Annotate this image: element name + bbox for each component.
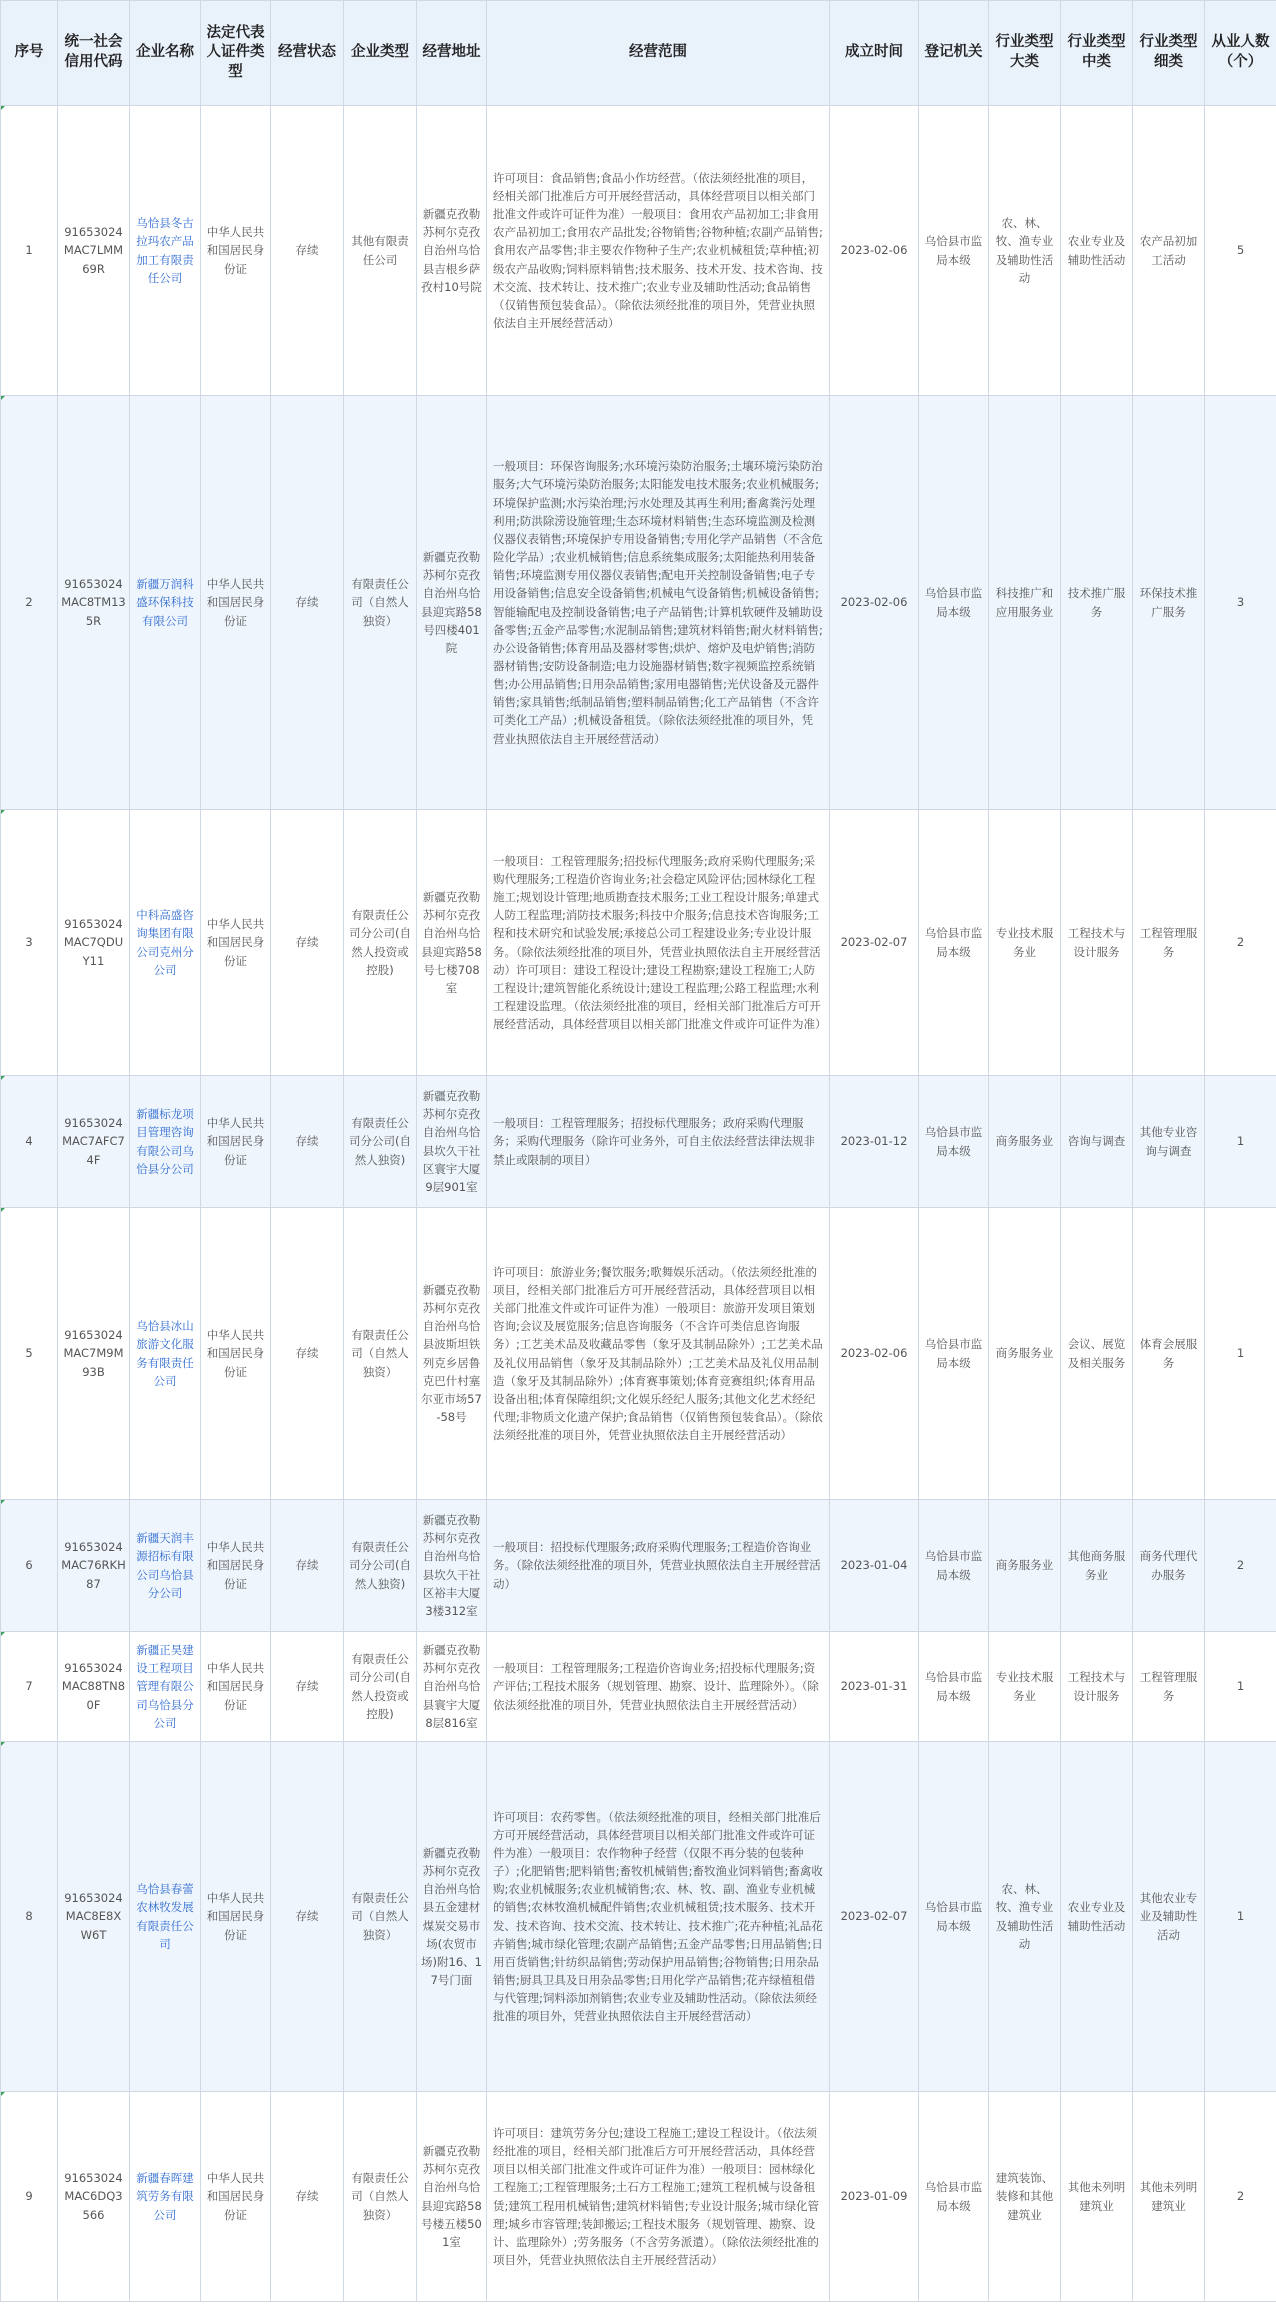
cell-employees: 2	[1205, 1500, 1276, 1632]
cell-status: 存续	[271, 1208, 344, 1500]
cell-established: 2023-02-06	[830, 1208, 919, 1500]
cell-employees: 1	[1205, 1742, 1276, 2092]
cell-employees: 2	[1205, 2092, 1276, 2302]
cell-address: 新疆克孜勒苏柯尔克孜自治州乌恰县五金建材煤炭交易市场(农贸市场)附16、17号门面	[417, 1742, 487, 2092]
cell-credit-code: 91653024MAC8TM135R	[58, 396, 130, 810]
cell-company	[130, 1632, 201, 1742]
cell-industry-minor: 其他农业专业及辅助性活动	[1133, 1742, 1205, 2092]
cell-seq: 4	[1, 1076, 58, 1208]
cell-industry-mid: 工程技术与设计服务	[1061, 810, 1133, 1076]
header-employees[interactable]: 从业人数（个）	[1205, 1, 1276, 106]
header-row	[1, 1, 1276, 106]
cell-industry-major: 专业技术服务业	[989, 1632, 1061, 1742]
cell-industry-mid: 农业专业及辅助性活动	[1061, 106, 1133, 396]
cell-status: 存续	[271, 1632, 344, 1742]
cell-authority: 乌恰县市监局本级	[919, 1076, 989, 1208]
cell-address: 新疆克孜勒苏柯尔克孜自治州乌恰县吉根乡萨孜村10号院	[417, 106, 487, 396]
cell-seq: 6	[1, 1500, 58, 1632]
company-name-link[interactable]: 中科高盛咨询集团有限公司克州分公司	[136, 908, 194, 977]
cell-industry-major: 建筑装饰、装修和其他建筑业	[989, 2092, 1061, 2302]
cell-scope: 一般项目：工程管理服务;招投标代理服务;政府采购代理服务;采购代理服务;工程造价咨询业务;社会稳定风险评估;园林绿化工程施工;规划设计管理;地质勘查技术服务;工业工程设计服务;单建式人防工程监理;消防技术服务;科技中介服务;信息技术咨询服务;工程和技术研究和试验发展;承接总公司工程建设业务;专业设计服务。（除依法须经批准的项目外，凭营业执照依法自主开展经营活动）许可项目：建设工程设计;建设工程勘察;建设工程施工;人防工程设计;建筑智能化系统设计;建设工程监理;公路工程监理;水利工程建设监理。（依法须经批准的项目，经相关部门批准后方可开展经营活动，具体经营项目以相关部门批准文件或许可证件为准）	[487, 810, 830, 1076]
cell-industry-minor: 环保技术推广服务	[1133, 396, 1205, 810]
cell-legal-rep-id-type: 中华人民共和国居民身份证	[201, 1742, 271, 2092]
cell-industry-minor: 其他未列明建筑业	[1133, 2092, 1205, 2302]
cell-employees: 1	[1205, 1208, 1276, 1500]
cell-credit-code: 91653024MAC6DQ3566	[58, 2092, 130, 2302]
cell-employees: 3	[1205, 396, 1276, 810]
cell-industry-mid: 会议、展览及相关服务	[1061, 1208, 1133, 1500]
cell-seq: 3	[1, 810, 58, 1076]
company-name-link[interactable]: 乌恰县春蕾农林牧发展有限责任公司	[136, 1882, 194, 1951]
cell-seq: 7	[1, 1632, 58, 1742]
cell-scope: 一般项目：工程管理服务;工程造价咨询业务;招投标代理服务;资产评估;工程技术服务（规划管理、勘察、设计、监理除外）。（除依法须经批准的项目外，凭营业执照依法自主开展经营活动）	[487, 1632, 830, 1742]
cell-company	[130, 396, 201, 810]
cell-authority: 乌恰县市监局本级	[919, 1742, 989, 2092]
header-industry-mid[interactable]: 行业类型中类	[1061, 1, 1133, 106]
cell-legal-rep-id-type: 中华人民共和国居民身份证	[201, 2092, 271, 2302]
cell-authority: 乌恰县市监局本级	[919, 810, 989, 1076]
cell-credit-code: 91653024MAC88TN80F	[58, 1632, 130, 1742]
cell-type: 有限责任公司（自然人独资）	[344, 2092, 417, 2302]
cell-address: 新疆克孜勒苏柯尔克孜自治州乌恰县波斯坦铁列克乡居鲁克巴什村塞尔亚市场57-58号	[417, 1208, 487, 1500]
cell-type: 有限责任公司（自然人独资）	[344, 396, 417, 810]
table-row	[1, 1076, 1276, 1208]
header-seq[interactable]: 序号	[1, 1, 58, 106]
cell-type: 有限责任公司（自然人独资）	[344, 1208, 417, 1500]
cell-type: 有限责任公司分公司(自然人投资或控股)	[344, 810, 417, 1076]
cell-industry-major: 科技推广和应用服务业	[989, 396, 1061, 810]
company-name-link[interactable]: 乌恰县冰山旅游文化服务有限责任公司	[136, 1319, 194, 1388]
table-row	[1, 2092, 1276, 2302]
cell-industry-major: 农、林、牧、渔专业及辅助性活动	[989, 1742, 1061, 2092]
cell-industry-minor: 其他专业咨询与调查	[1133, 1076, 1205, 1208]
header-scope[interactable]: 经营范围	[487, 1, 830, 106]
cell-established: 2023-01-12	[830, 1076, 919, 1208]
cell-industry-major: 商务服务业	[989, 1076, 1061, 1208]
cell-legal-rep-id-type: 中华人民共和国居民身份证	[201, 810, 271, 1076]
company-name-link[interactable]: 新疆标龙项目管理咨询有限公司乌恰县分公司	[136, 1107, 194, 1176]
cell-address: 新疆克孜勒苏柯尔克孜自治州乌恰县迎宾路58号七楼708室	[417, 810, 487, 1076]
cell-established: 2023-02-06	[830, 106, 919, 396]
cell-credit-code: 91653024MAC7LMM69R	[58, 106, 130, 396]
cell-industry-major: 商务服务业	[989, 1500, 1061, 1632]
cell-scope: 一般项目：环保咨询服务;水环境污染防治服务;土壤环境污染防治服务;大气环境污染防治服务;太阳能发电技术服务;农业机械服务;环境保护监测;水污染治理;污水处理及其再生利用;畜禽粪污处理利用;防洪除涝设施管理;生态环境材料销售;生态环境监测及检测仪器仪表销售;环境保护专用设备销售;专用化学产品销售（不含危险化学品）;农业机械销售;信息系统集成服务;太阳能热利用装备销售;环境监测专用仪器仪表销售;配电开关控制设备销售;电子专用设备销售;信息安全设备销售;机械电气设备销售;机械设备销售;智能输配电及控制设备销售;电子产品销售;计算机软硬件及辅助设备零售;五金产品零售;水泥制品销售;建筑材料销售;耐火材料销售;办公设备销售;体育用品及器材零售;烘炉、熔炉及电炉销售;消防器材销售;安防设备制造;电力设施器材销售;数字视频监控系统销售;办公用品销售;日用杂品销售;家用电器销售;光伏设备及元器件销售;家具销售;纸制品销售;塑料制品销售;化工产品销售（不含许可类化工产品）;机械设备租赁。（除依法须经批准的项目外，凭营业执照依法自主开展经营活动）	[487, 396, 830, 810]
cell-authority: 乌恰县市监局本级	[919, 106, 989, 396]
cell-authority: 乌恰县市监局本级	[919, 396, 989, 810]
cell-scope: 许可项目：建筑劳务分包;建设工程施工;建设工程设计。（依法须经批准的项目，经相关部门批准后方可开展经营活动，具体经营项目以相关部门批准文件或许可证件为准）一般项目：园林绿化工程施工;工程管理服务;土石方工程施工;建筑工程机械与设备租赁;建筑工程用机械销售;建筑材料销售;专业设计服务;城市绿化管理;城乡市容管理;装卸搬运;工程技术服务（规划管理、勘察、设计、监理除外）;劳务服务（不含劳务派遣）。（除依法须经批准的项目外，凭营业执照依法自主开展经营活动）	[487, 2092, 830, 2302]
cell-scope: 许可项目：食品销售;食品小作坊经营。（依法须经批准的项目，经相关部门批准后方可开展经营活动，具体经营项目以相关部门批准文件或许可证件为准）一般项目：食用农产品初加工;非食用农产品初加工;食用农产品批发;谷物销售;谷物种植;农副产品销售;食用农产品零售;非主要农作物种子生产;农业机械租赁;草种植;初级农产品收购;饲料原料销售;技术服务、技术开发、技术咨询、技术交流、技术转让、技术推广;农业专业及辅助性活动;食品销售（仅销售预包装食品）。（除依法须经批准的项目外，凭营业执照依法自主开展经营活动）	[487, 106, 830, 396]
cell-type: 其他有限责任公司	[344, 106, 417, 396]
cell-industry-mid: 农业专业及辅助性活动	[1061, 1742, 1133, 2092]
cell-employees: 1	[1205, 1076, 1276, 1208]
cell-scope: 一般项目：招投标代理服务;政府采购代理服务;工程造价咨询业务。（除依法须经批准的项目外，凭营业执照依法自主开展经营活动）	[487, 1500, 830, 1632]
cell-company	[130, 1500, 201, 1632]
cell-legal-rep-id-type: 中华人民共和国居民身份证	[201, 1208, 271, 1500]
header-industry-minor[interactable]: 行业类型细类	[1133, 1, 1205, 106]
cell-company	[130, 1208, 201, 1500]
cell-employees: 5	[1205, 106, 1276, 396]
cell-company	[130, 1076, 201, 1208]
cell-type: 有限责任公司分公司(自然人投资或控股)	[344, 1632, 417, 1742]
cell-industry-minor: 商务代理代办服务	[1133, 1500, 1205, 1632]
header-established[interactable]: 成立时间	[830, 1, 919, 106]
cell-status: 存续	[271, 106, 344, 396]
cell-industry-mid: 咨询与调查	[1061, 1076, 1133, 1208]
cell-authority: 乌恰县市监局本级	[919, 1632, 989, 1742]
cell-industry-mid: 其他商务服务业	[1061, 1500, 1133, 1632]
cell-industry-minor: 工程管理服务	[1133, 810, 1205, 1076]
company-name-link[interactable]: 新疆春晖建筑劳务有限公司	[136, 2171, 194, 2222]
cell-established: 2023-01-04	[830, 1500, 919, 1632]
company-name-link[interactable]: 新疆万润科盛环保科技有限公司	[136, 577, 194, 628]
cell-authority: 乌恰县市监局本级	[919, 1208, 989, 1500]
cell-seq: 5	[1, 1208, 58, 1500]
cell-status: 存续	[271, 1742, 344, 2092]
cell-seq: 8	[1, 1742, 58, 2092]
cell-credit-code: 91653024MAC7QDUY11	[58, 810, 130, 1076]
table-row	[1, 106, 1276, 396]
cell-type: 有限责任公司分公司(自然人独资)	[344, 1076, 417, 1208]
cell-legal-rep-id-type: 中华人民共和国居民身份证	[201, 1632, 271, 1742]
cell-address: 新疆克孜勒苏柯尔克孜自治州乌恰县寰宇大厦8层816室	[417, 1632, 487, 1742]
cell-employees: 1	[1205, 1632, 1276, 1742]
table-row	[1, 1208, 1276, 1500]
cell-type: 有限责任公司（自然人独资）	[344, 1742, 417, 2092]
cell-credit-code: 91653024MAC7AFC74F	[58, 1076, 130, 1208]
header-legal-rep-id-type[interactable]: 法定代表人证件类型	[201, 1, 271, 106]
table-row	[1, 1500, 1276, 1632]
header-industry-major[interactable]: 行业类型大类	[989, 1, 1061, 106]
cell-company	[130, 1742, 201, 2092]
header-name[interactable]: 企业名称	[130, 1, 201, 106]
cell-scope: 一般项目：工程管理服务；招投标代理服务；政府采购代理服务；采购代理服务（除许可业务外，可自主依法经营法律法规非禁止或限制的项目）	[487, 1076, 830, 1208]
cell-authority: 乌恰县市监局本级	[919, 1500, 989, 1632]
company-name-link[interactable]: 乌恰县冬古拉玛农产品加工有限责任公司	[136, 216, 194, 285]
header-type[interactable]: 企业类型	[344, 1, 417, 106]
cell-credit-code: 91653024MAC8E8XW6T	[58, 1742, 130, 2092]
cell-established: 2023-02-07	[830, 1742, 919, 2092]
header-address[interactable]: 经营地址	[417, 1, 487, 106]
cell-authority: 乌恰县市监局本级	[919, 2092, 989, 2302]
company-name-link[interactable]: 新疆正昊建设工程项目管理有限公司乌恰县分公司	[136, 1643, 194, 1730]
table-row	[1, 396, 1276, 810]
cell-address: 新疆克孜勒苏柯尔克孜自治州乌恰县坎久干社区裕丰大厦3楼312室	[417, 1500, 487, 1632]
cell-scope: 许可项目：农药零售。（依法须经批准的项目，经相关部门批准后方可开展经营活动，具体经营项目以相关部门批准文件或许可证件为准）一般项目：农作物种子经营（仅限不再分装的包装种子）;化肥销售;肥料销售;畜牧机械销售;畜牧渔业饲料销售;畜禽收购;农业机械服务;农业机械销售;农、林、牧、副、渔业专业机械的销售;农林牧渔机械配件销售;农业机械租赁;技术服务、技术开发、技术咨询、技术交流、技术转让、技术推广;花卉种植;礼品花卉销售;城市绿化管理;农副产品销售;五金产品零售;日用品销售;日用百货销售;针纺织品销售;劳动保护用品销售;谷物销售;日用杂品销售;厨具卫具及日用杂品零售;日用化学产品销售;花卉绿植租借与代管理;饲料添加剂销售;农业专业及辅助性活动。（除依法须经批准的项目外，凭营业执照依法自主开展经营活动）	[487, 1742, 830, 2092]
cell-address: 新疆克孜勒苏柯尔克孜自治州乌恰县迎宾路58号四楼401院	[417, 396, 487, 810]
cell-employees: 2	[1205, 810, 1276, 1076]
cell-status: 存续	[271, 810, 344, 1076]
cell-industry-minor: 体育会展服务	[1133, 1208, 1205, 1500]
header-credit-code[interactable]: 统一社会信用代码	[58, 1, 130, 106]
cell-status: 存续	[271, 1076, 344, 1208]
cell-industry-mid: 技术推广服务	[1061, 396, 1133, 810]
cell-scope: 许可项目：旅游业务;餐饮服务;歌舞娱乐活动。（依法须经批准的项目，经相关部门批准后方可开展经营活动，具体经营项目以相关部门批准文件或许可证件为准）一般项目：旅游开发项目策划咨询;会议及展览服务;信息咨询服务（不含许可类信息咨询服务）;工艺美术品及收藏品零售（象牙及其制品除外）;工艺美术品及礼仪用品销售（象牙及其制品除外）;工艺美术品及礼仪用品制造（象牙及其制品除外）;体育赛事策划;体育竞赛组织;体育用品设备出租;体育保障组织;文化娱乐经纪人服务;其他文化艺术经纪代理;非物质文化遗产保护;食品销售（仅销售预包装食品）。（除依法须经批准的项目外，凭营业执照依法自主开展经营活动）	[487, 1208, 830, 1500]
cell-legal-rep-id-type: 中华人民共和国居民身份证	[201, 1076, 271, 1208]
cell-seq: 2	[1, 396, 58, 810]
cell-address: 新疆克孜勒苏柯尔克孜自治州乌恰县坎久干社区寰宇大厦9层901室	[417, 1076, 487, 1208]
cell-industry-minor: 工程管理服务	[1133, 1632, 1205, 1742]
cell-established: 2023-02-07	[830, 810, 919, 1076]
cell-legal-rep-id-type: 中华人民共和国居民身份证	[201, 396, 271, 810]
cell-established: 2023-02-06	[830, 396, 919, 810]
cell-industry-major: 商务服务业	[989, 1208, 1061, 1500]
table-row	[1, 1632, 1276, 1742]
cell-company	[130, 810, 201, 1076]
cell-address: 新疆克孜勒苏柯尔克孜自治州乌恰县迎宾路58号楼五楼501室	[417, 2092, 487, 2302]
cell-industry-mid: 其他未列明建筑业	[1061, 2092, 1133, 2302]
header-status[interactable]: 经营状态	[271, 1, 344, 106]
table-row	[1, 810, 1276, 1076]
cell-industry-minor: 农产品初加工活动	[1133, 106, 1205, 396]
header-authority[interactable]: 登记机关	[919, 1, 989, 106]
cell-industry-major: 农、林、牧、渔专业及辅助性活动	[989, 106, 1061, 396]
cell-industry-mid: 工程技术与设计服务	[1061, 1632, 1133, 1742]
cell-industry-major: 专业技术服务业	[989, 810, 1061, 1076]
cell-credit-code: 91653024MAC7M9M93B	[58, 1208, 130, 1500]
cell-legal-rep-id-type: 中华人民共和国居民身份证	[201, 1500, 271, 1632]
cell-type: 有限责任公司分公司(自然人独资)	[344, 1500, 417, 1632]
table-row	[1, 1742, 1276, 2092]
cell-status: 存续	[271, 1500, 344, 1632]
cell-company	[130, 106, 201, 396]
cell-seq: 1	[1, 106, 58, 396]
cell-status: 存续	[271, 2092, 344, 2302]
cell-seq: 9	[1, 2092, 58, 2302]
cell-established: 2023-01-09	[830, 2092, 919, 2302]
cell-company	[130, 2092, 201, 2302]
company-name-link[interactable]: 新疆天润丰源招标有限公司乌恰县分公司	[136, 1531, 194, 1600]
cell-status: 存续	[271, 396, 344, 810]
cell-legal-rep-id-type: 中华人民共和国居民身份证	[201, 106, 271, 396]
cell-established: 2023-01-31	[830, 1632, 919, 1742]
cell-credit-code: 91653024MAC76RKH87	[58, 1500, 130, 1632]
